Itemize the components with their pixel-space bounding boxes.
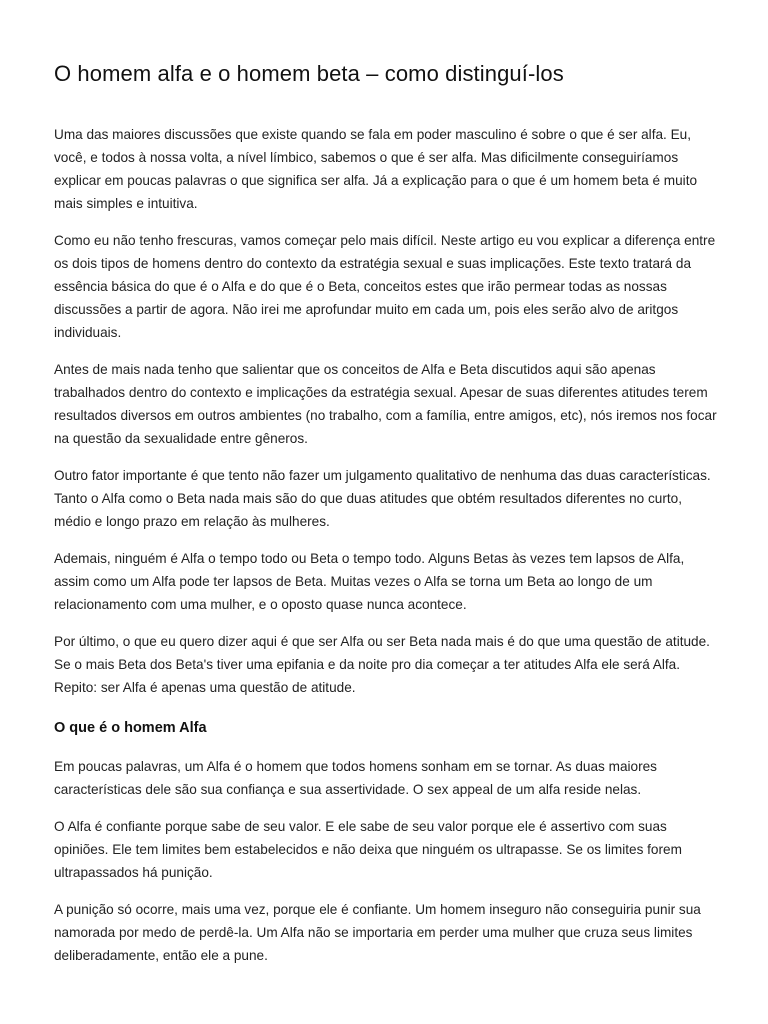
paragraph-attitude: Por último, o que eu quero dizer aqui é que ser Alfa ou ser Beta nada mais é do que uma questão de atitude. Se o mais Beta dos Beta's tiver uma epifania e da noite pro dia começar a ter atitudes Alfa ele será Alfa. Repito: ser Alfa é apenas uma questão de atitude. xyxy=(54,634,710,695)
paragraph-lapses: Ademais, ninguém é Alfa o tempo todo ou Beta o tempo todo. Alguns Betas às vezes tem lapsos de Alfa, assim como um Alfa pode ter lapsos de Beta. Muitas vezes o Alfa se torna um Beta ao longo de um relacionamento com uma mulher, e o oposto quase nunca acontece. xyxy=(54,551,685,612)
paragraph-approach: Como eu não tenho frescuras, vamos começar pelo mais difícil. Neste artigo eu vou explicar a diferença entre os dois tipos de homens dentro do contexto da estratégia sexual e suas implicações. Este texto tratará da essência básica do que é o Alfa e do que é o Beta, conceitos estes que irão permear todas as nossas discussões a partir de agora. Não irei me aprofundar muito em cada um, pois eles serão alvo de aritgos individuais. xyxy=(54,233,716,340)
paragraph-intro: Uma das maiores discussões que existe quando se fala em poder masculino é sobre o que é ser alfa. Eu, você, e todos à nossa volta, a nível límbico, sabemos o que é ser alfa. Mas dificilmente conseguiríamos explicar em poucas palavras o que significa ser alfa. Já a explicação para o que é um homem beta é muito mais simples e intuitiva. xyxy=(54,127,698,211)
paragraph-no-judgement: Outro fator importante é que tento não fazer um julgamento qualitativo de nenhuma das duas características. Tanto o Alfa como o Beta nada mais são do que duas atitudes que obtém resultados diferentes no curto, médio e longo prazo em relação às mulheres. xyxy=(54,468,711,529)
paragraph-alpha-punishment: A punição só ocorre, mais uma vez, porque ele é confiante. Um homem inseguro não conseguiria punir sua namorada por medo de perdê-la. Um Alfa não se importaria em perder uma mulher que cruza seus limites deliberadamente, então ele a pune. xyxy=(54,902,701,963)
section-heading-alpha: O que é o homem Alfa xyxy=(54,720,207,736)
paragraph-alpha-definition: Em poucas palavras, um Alfa é o homem que todos homens sonham em se tornar. As duas maiores características dele são sua confiança e sua assertividade. O sex appeal de um alfa reside nelas. xyxy=(54,759,657,797)
paragraph-context: Antes de mais nada tenho que salientar que os conceitos de Alfa e Beta discutidos aqui são apenas trabalhados dentro do contexto e implicações da estratégia sexual. Apesar de suas diferentes atitudes terem resultados diversos em outros ambientes (no trabalho, com a família, entre amigos, etc), nós iremos nos focar na questão da sexualidade entre gêneros. xyxy=(54,362,717,446)
article xyxy=(54,58,722,981)
paragraph-alpha-confidence: O Alfa é confiante porque sabe de seu valor. E ele sabe de seu valor porque ele é assertivo com suas opiniões. Ele tem limites bem estabelecidos e não deixa que ninguém os ultrapasse. Se os limites forem ultrapassados há punição. xyxy=(54,819,682,880)
article-title: O homem alfa e o homem beta – como distinguí-los xyxy=(54,61,564,86)
